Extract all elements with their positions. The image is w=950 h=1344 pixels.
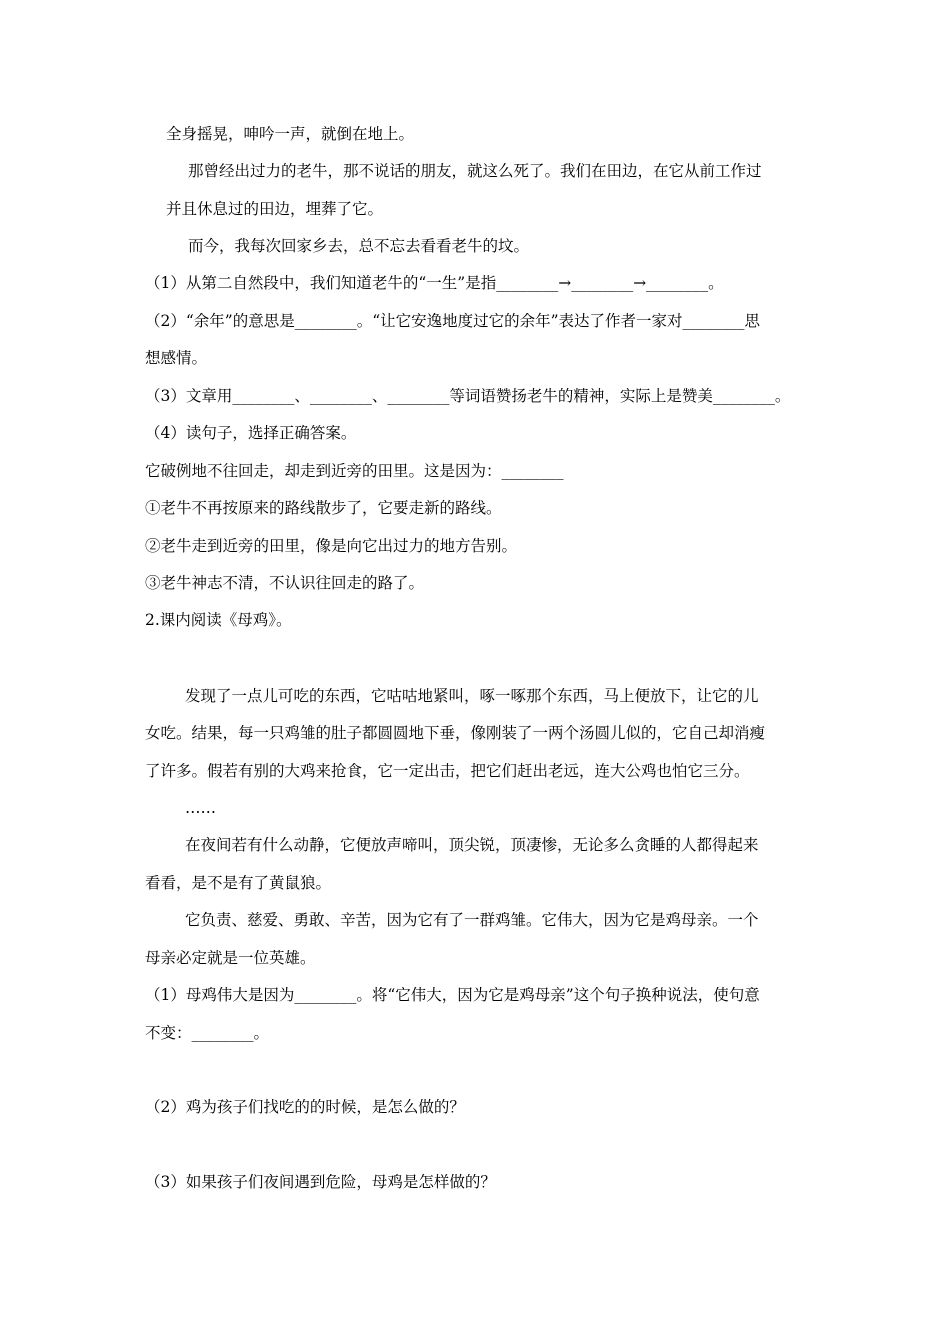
passage2-p3-line-1: 它负责、慈爱、勇敢、辛苦，因为它有了一群鸡雏。它伟大，因为它是鸡母亲。一个 [185, 911, 759, 929]
question-1-2-line-1: （2）“余年”的意思是________。“让它安逸地度过它的余年”表达了作者一家对________思 [145, 312, 761, 330]
question-1-1: （1）从第二自然段中，我们知道老牛的“一生”是指________→________→________。 [145, 274, 724, 292]
question-2-2: （2）鸡为孩子们找吃的的时候，是怎么做的？ [145, 1098, 465, 1116]
passage1-grave-line: 而今，我每次回家乡去，总不忘去看看老牛的坟。 [188, 237, 530, 255]
passage1-death-line-1: 那曾经出过力的老牛，那不说话的朋友，就这么死了。我们在田边，在它从前工作过 [188, 162, 762, 180]
section-2-heading: 2.课内阅读《母鸡》。 [145, 611, 292, 629]
passage2-p1-line-1: 发现了一点儿可吃的东西，它咕咕地紧叫，啄一啄那个东西，马上便放下，让它的儿 [185, 687, 759, 705]
passage2-p2-line-1: 在夜间若有什么动静，它便放声啼叫，顶尖锐，顶凄惨，无论多么贪睡的人都得起来 [185, 836, 759, 854]
question-1-4-option-3: ③老牛神志不清，不认识往回走的路了。 [145, 574, 425, 592]
passage1-ending-line: 全身摇晃，呻吟一声，就倒在地上。 [166, 125, 415, 143]
question-1-4-option-2: ②老牛走到近旁的田里，像是向它出过力的地方告别。 [145, 537, 518, 555]
passage2-p1-line-3: 了许多。假若有别的大鸡来抢食，它一定出击，把它们赶出老远，连大公鸡也怕它三分。 [145, 762, 750, 780]
passage2-p2-line-2: 看看，是不是有了黄鼠狼。 [145, 874, 332, 892]
question-1-3: （3）文章用________、________、________等词语赞扬老牛的精神，实际上是赞美________。 [145, 387, 791, 405]
question-1-4-sentence: 它破例地不往回走，却走到近旁的田里。这是因为：________ [145, 462, 564, 480]
passage1-death-line-2: 并且休息过的田边，埋葬了它。 [166, 200, 384, 218]
question-1-2-line-2: 想感情。 [145, 349, 208, 367]
question-1-4-option-1: ①老牛不再按原来的路线散步了，它要走新的路线。 [145, 499, 502, 517]
passage2-ellipsis: …… [185, 799, 216, 817]
passage2-p3-line-2: 母亲必定就是一位英雄。 [145, 949, 316, 967]
passage2-p1-line-2: 女吃。结果，每一只鸡雏的肚子都圆圆地下垂，像刚装了一两个汤圆儿似的，它自己却消瘦 [145, 724, 766, 742]
question-2-1-line-2: 不变：________。 [145, 1024, 270, 1042]
question-1-4: （4）读句子，选择正确答案。 [145, 424, 357, 442]
question-2-3: （3）如果孩子们夜间遇到危险，母鸡是怎样做的？ [145, 1173, 496, 1191]
question-2-1-line-1: （1）母鸡伟大是因为________。将“它伟大，因为它是鸡母亲”这个句子换种说法，使句意 [145, 986, 760, 1004]
